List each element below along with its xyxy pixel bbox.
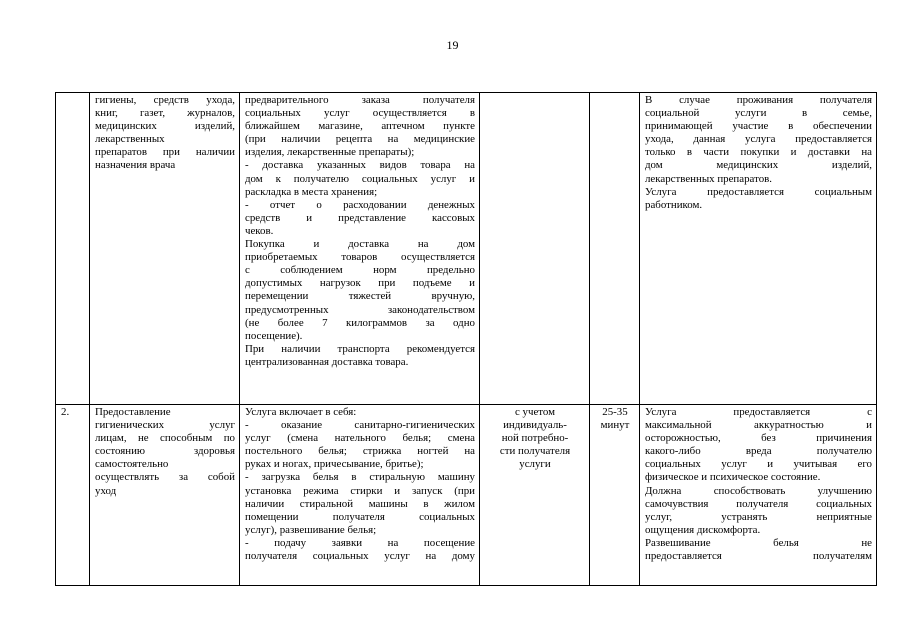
duration-cell	[590, 93, 640, 405]
conditions-cell	[640, 405, 877, 586]
text-line: предусмотренных законодательством	[245, 303, 475, 316]
text-line: работником.	[645, 198, 703, 211]
row-number-cell	[56, 93, 90, 405]
service-description	[245, 406, 475, 563]
services-table	[55, 92, 877, 586]
text-line: помещении получателя социальных	[245, 510, 475, 523]
text-line: ной потребно-	[501, 432, 569, 445]
text-line: централизованная доставка товара.	[245, 355, 409, 368]
row-number-cell	[56, 405, 90, 586]
duration	[595, 406, 635, 432]
text-line: ощущения дискомфорта.	[645, 523, 761, 536]
text-line: Покупка и доставка на дом	[245, 238, 475, 251]
text-line: лекарственных препаратов.	[645, 172, 773, 185]
text-line: услуг (смена нательного белья; смена	[245, 432, 475, 445]
text-line: самостоятельно	[95, 458, 169, 471]
frequency-cell	[480, 405, 590, 586]
text-line: ближайшем магазине, аптечном пункте	[245, 120, 475, 133]
text-line: раскладка в места хранения;	[245, 185, 378, 198]
text-line: наличии стиральной машины в жилом	[245, 497, 475, 510]
text-line: дом медицинских изделий,	[645, 159, 872, 172]
text-line: Услуга предоставляется с	[645, 406, 872, 418]
text-line: руках и ногах, причесывание, бритье);	[245, 458, 424, 471]
text-line: книг, газет, журналов,	[95, 107, 235, 120]
page-number: 19	[446, 38, 459, 52]
service-description	[245, 94, 475, 369]
text-line: назначения врача	[95, 159, 176, 172]
text-line: индивидуаль-	[503, 419, 567, 432]
text-line: какого-либо вреда получателю	[645, 445, 872, 458]
text-line: социальной услуги в семье,	[645, 107, 872, 120]
text-line: самочувствия получателя социальных	[645, 497, 872, 510]
frequency-cell	[480, 93, 590, 405]
text-line: получателя социальных услуг на дому	[245, 550, 475, 563]
conditions-cell	[640, 93, 877, 405]
text-line: уход	[95, 484, 117, 497]
service-name	[95, 406, 235, 498]
text-line: предоставляется получателям	[645, 550, 872, 563]
text-line: постельного белья; стрижка ногтей на	[245, 445, 475, 458]
text-line: принимающей участие в обеспечении	[645, 120, 872, 133]
text-line: гигиенических услуг	[95, 419, 235, 432]
text-line: допустимых нагрузок при подъеме и	[245, 277, 475, 290]
text-line: приобретаемых товаров осуществляется	[245, 251, 475, 264]
table-row	[56, 405, 877, 586]
text-line: Должна способствовать улучшению	[645, 484, 872, 497]
text-line: с учетом	[514, 406, 556, 418]
text-line: чеков.	[245, 224, 274, 237]
text-line: При наличии транспорта рекомендуется	[245, 342, 475, 355]
text-line: Услуга включает в себя:	[245, 406, 357, 418]
text-line: предварительного заказа получателя	[245, 94, 475, 106]
text-line: социальных услуг и учитывая его	[645, 458, 872, 471]
text-line: лекарственных	[95, 133, 165, 146]
service-description-cell	[240, 93, 480, 405]
text-line: Услуга предоставляется социальным	[645, 185, 872, 198]
text-line: физическое и психическое состояние.	[645, 471, 821, 484]
text-line: средств и представление кассовых	[245, 211, 475, 224]
service-name-cell	[90, 405, 240, 586]
text-line: - отчет о расходовании денежных	[245, 198, 475, 211]
text-line: - доставка указанных видов товара на	[245, 159, 475, 172]
text-line: медицинских изделий,	[95, 120, 235, 133]
service-description-cell	[240, 405, 480, 586]
text-line: (не более 7 килограммов за одно	[245, 316, 475, 329]
service-name	[95, 94, 235, 173]
text-line: лицам, не способным по	[95, 432, 235, 445]
frequency	[485, 406, 585, 471]
text-line: услуг, устранять неприятные	[645, 510, 872, 523]
row-number: 2.	[61, 406, 70, 418]
text-line: Предоставление	[95, 406, 171, 418]
duration-cell	[590, 405, 640, 586]
text-line: Развешивание белья не	[645, 536, 872, 549]
table-row	[56, 93, 877, 405]
text-line: В случае проживания получателя	[645, 94, 872, 106]
service-name-cell	[90, 93, 240, 405]
text-line: перемещении тяжестей вручную,	[245, 290, 475, 303]
text-line: осуществлять за собой	[95, 471, 235, 484]
text-line: услуги	[519, 458, 551, 471]
text-line: - загрузка белья в стиральную машину	[245, 471, 475, 484]
text-line: с соблюдением норм предельно	[245, 264, 475, 277]
text-line: услуг), развешивание белья;	[245, 523, 377, 536]
text-line: ухода, данная услуга предоставляется	[645, 133, 872, 146]
text-line: сти получателя	[499, 445, 571, 458]
text-line: 25-35	[602, 406, 628, 418]
text-line: социальных услуг осуществляется в	[245, 107, 475, 120]
text-line: препаратов при наличии	[95, 146, 235, 159]
text-line: гигиены, средств ухода,	[95, 94, 235, 106]
text-line: осторожностью, без причинения	[645, 432, 872, 445]
service-conditions	[645, 406, 872, 563]
text-line: - оказание санитарно-гигиенических	[245, 419, 475, 432]
text-line: установка режима стирки и запуск (при	[245, 484, 475, 497]
text-line: состоянию здоровья	[95, 445, 235, 458]
text-line: - подачу заявки на посещение	[245, 536, 475, 549]
text-line: изделия, лекарственные препараты);	[245, 146, 415, 159]
text-line: (при наличии рецепта на медицинские	[245, 133, 475, 146]
text-line: дом к получателю социальных услуг и	[245, 172, 475, 185]
text-line: минут	[600, 419, 630, 432]
text-line: максимальной аккуратностью и	[645, 419, 872, 432]
text-line: посещение).	[245, 329, 303, 342]
service-conditions	[645, 94, 872, 212]
text-line: только в части покупки и доставки на	[645, 146, 872, 159]
